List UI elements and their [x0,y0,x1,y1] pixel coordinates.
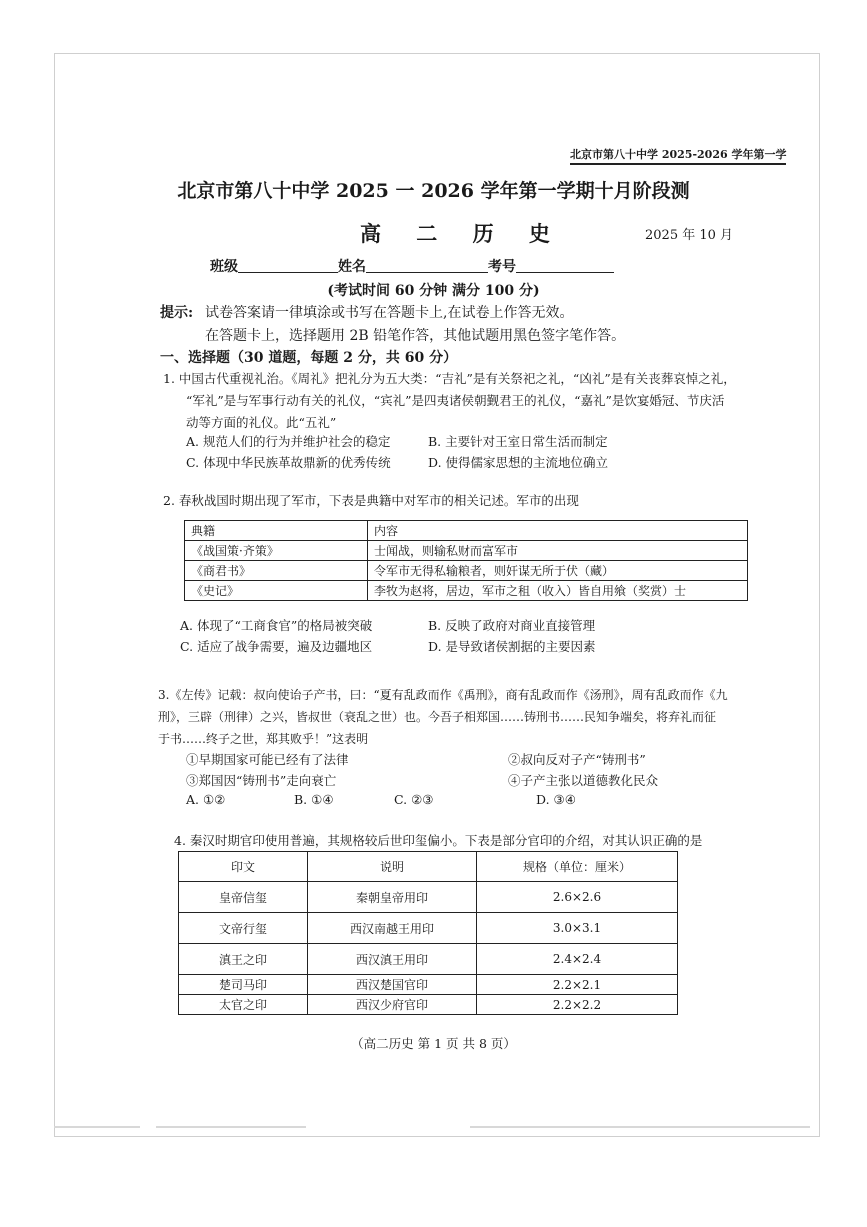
table-header-cell: 规格（单位：厘米） [477,852,678,882]
table-row [179,995,678,1015]
number-label: 考号 [488,259,516,275]
section-heading: 一、选择题（30 道题，每题 2 分，共 60 分） [160,350,458,366]
table-cell: 西汉南越王用印 [308,913,477,944]
q2-option-d: D. 是导致诸侯割据的主要因素 [428,639,596,654]
q3-statement-3: ③郑国因“铸刑书”走向衰亡 [186,773,337,788]
q1-line-1: 1. 中国古代重视礼治。《周礼》把礼分为五大类：“吉礼”是有关祭祀之礼，“凶礼”是有关丧葬哀悼之礼， [163,371,736,386]
running-header: 北京市第八十中学 2025-2026 学年第一学 [570,146,786,165]
table-row [185,541,748,561]
scan-artifact [470,1126,810,1128]
table-header-cell: 内容 [368,521,748,541]
q1-line-2: “军礼”是与军事行动有关的礼仪，“宾礼”是四夷诸侯朝觐君王的礼仪，“嘉礼”是饮宴婚冠、节庆活 [186,393,725,408]
subject-title: 高 二 历 史 [360,221,564,246]
q3-line-2: 刑》，三辟（刑律）之兴，皆叔世（衰乱之世）也。今吾子相郑国……铸刑书……民知争端矣，将弃礼而征 [158,710,717,724]
table-cell: 《战国策·齐策》 [185,541,368,561]
table-row [185,581,748,601]
table-header-cell: 印文 [179,852,308,882]
table-cell: 文帝行玺 [179,913,308,944]
q2-option-b: B. 反映了政府对商业直接管理 [428,618,596,633]
q1-option-a: A. 规范人们的行为并维护社会的稳定 [186,434,391,449]
q2-table [184,520,748,601]
table-cell: 2.4×2.4 [477,944,678,975]
class-label: 班级 [210,259,238,275]
scan-artifact [54,1126,140,1128]
table-header-row [179,852,678,882]
q3-statement-1: ①早期国家可能已经有了法律 [186,752,349,767]
student-info-fields [210,256,614,276]
q3-option-a: A. ①② [186,792,226,807]
q2-stem: 2. 春秋战国时期出现了军市，下表是典籍中对军市的相关记述。军市的出现 [163,493,579,508]
table-cell: 西汉滇王用印 [308,944,477,975]
table-cell: 3.0×3.1 [477,913,678,944]
name-label: 姓名 [338,259,366,275]
table-row [179,913,678,944]
q3-line-3: 于书……终子之世，郑其败乎！”这表明 [158,732,369,746]
table-cell: 西汉少府官印 [308,995,477,1015]
table-cell: 2.6×2.6 [477,882,678,913]
q3-statement-2: ②叔向反对子产“铸刑书” [508,752,646,767]
table-header-row [185,521,748,541]
table-cell: 令军市无得私输粮者，则奸谋无所于伏（藏） [368,561,748,581]
table-header-cell: 说明 [308,852,477,882]
table-cell: 2.2×2.2 [477,995,678,1015]
table-cell: 太官之印 [179,995,308,1015]
table-cell: 秦朝皇帝用印 [308,882,477,913]
q3-option-b: B. ①④ [294,792,334,807]
table-cell: 西汉楚国官印 [308,975,477,995]
q2-option-a: A. 体现了“工商食官”的格局被突破 [180,618,373,633]
q3-line-1: 3.《左传》记载：叔向使诒子产书，曰：“夏有乱政而作《禹刑》，商有乱政而作《汤刑》，周有乱政而作《九 [158,688,728,702]
q4-stem: 4. 秦汉时期官印使用普遍，其规格较后世印玺偏小。下表是部分官印的介绍，对其认识正确的是 [174,833,703,848]
tips-label: 提示: [160,305,194,321]
table-cell: 2.2×2.1 [477,975,678,995]
table-row [185,561,748,581]
number-blank[interactable] [516,258,614,273]
name-blank[interactable] [366,258,488,273]
table-row [179,975,678,995]
exam-info: (考试时间 60 分钟 满分 100 分) [327,283,540,299]
table-cell: 滇王之印 [179,944,308,975]
table-cell: 《商君书》 [185,561,368,581]
table-cell: 楚司马印 [179,975,308,995]
class-blank[interactable] [238,258,338,273]
table-cell: 皇帝信玺 [179,882,308,913]
table-cell: 《史记》 [185,581,368,601]
q3-option-d: D. ③④ [536,792,576,807]
q3-option-c: C. ②③ [394,792,434,807]
scan-artifact [156,1126,306,1128]
table-header-cell: 典籍 [185,521,368,541]
table-row [179,944,678,975]
q3-statement-4: ④子产主张以道德教化民众 [508,773,659,788]
q1-option-d: D. 使得儒家思想的主流地位确立 [428,455,609,470]
tips-line-1: 试卷答案请一律填涂或书写在答题卡上,在试卷上作答无效。 [205,305,574,321]
table-cell: 士闻战，则输私财而富军市 [368,541,748,561]
q1-line-3: 动等方面的礼仪。此“五礼” [186,415,337,430]
q4-table [178,851,678,1015]
q1-option-c: C. 体现中华民族革故鼎新的优秀传统 [186,455,391,470]
q1-option-b: B. 主要针对王室日常生活而制定 [428,434,608,449]
tips-line-2: 在答题卡上，选择题用 2B 铅笔作答，其他试题用黑色签字笔作答。 [205,328,626,344]
table-row [179,882,678,913]
exam-title: 北京市第八十中学 2025 一 2026 学年第一学期十月阶段测 [177,180,690,202]
q2-option-c: C. 适应了战争需要，遍及边疆地区 [180,639,373,654]
exam-date: 2025 年 10 月 [645,228,734,243]
table-cell: 李牧为赵将，居边，军市之租（收入）皆自用飨（奖赏）士 [368,581,748,601]
page-footer: （高二历史 第 1 页 共 8 页） [351,1036,516,1051]
